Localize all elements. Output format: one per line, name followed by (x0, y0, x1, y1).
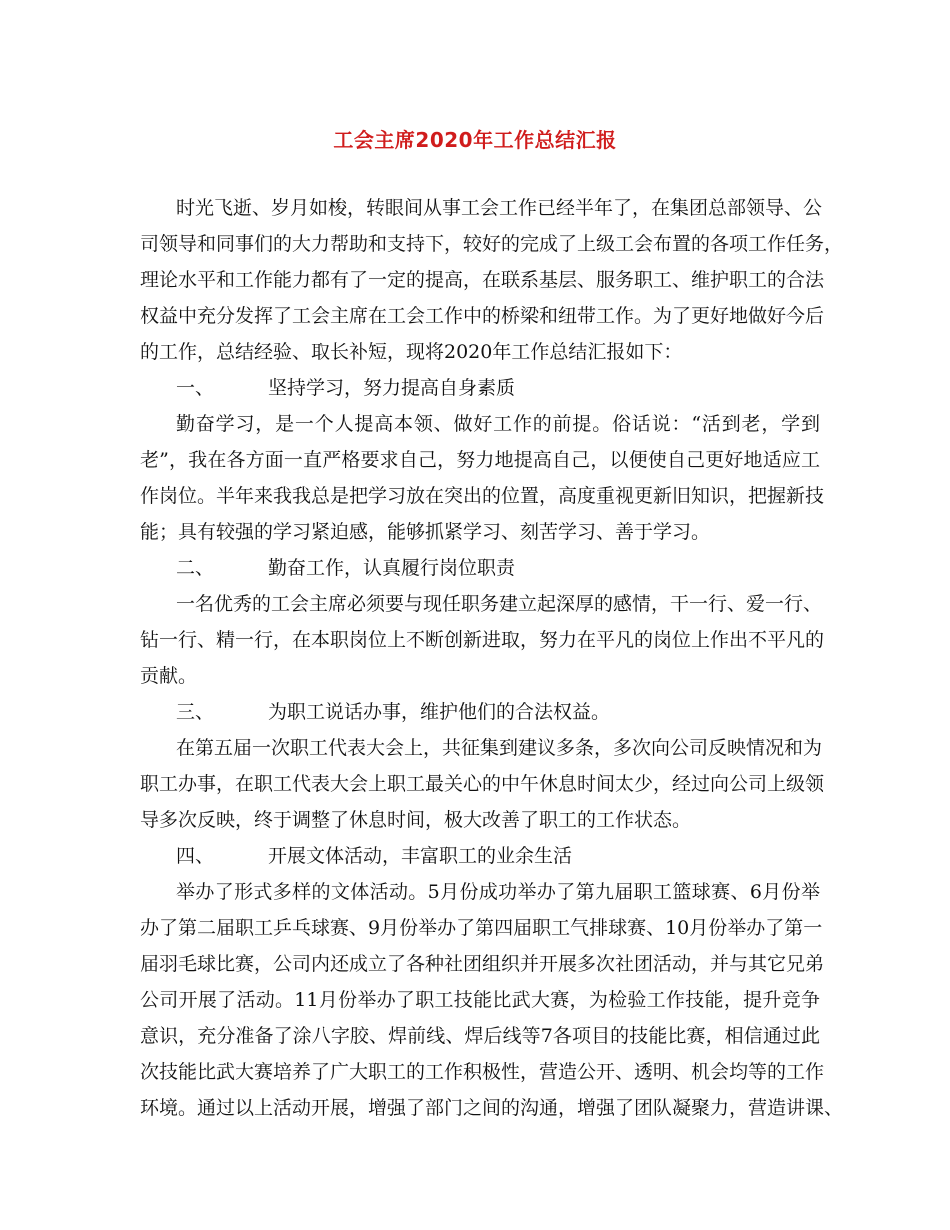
section-number: 一、 (176, 377, 215, 399)
text-line: 一名优秀的工会主席必须要与现任职务建立起深厚的感情，干一行、爱一行、 (176, 593, 823, 615)
text-line: 时光飞逝、岁月如梭，转眼间从事工会工作已经半年了，在集团总部领导、公 (176, 197, 823, 219)
section-number: 四、 (176, 845, 215, 867)
text-line: 作岗位。半年来我我总是把学习放在突出的位置，高度重视更新旧知识，把握新技 (140, 485, 825, 507)
text-line: 的工作，总结经验、取长补短，现将2020年工作总结汇报如下： (140, 341, 683, 363)
text-line: 导多次反映，终于调整了休息时间，极大改善了职工的工作状态。 (140, 809, 692, 831)
section-number: 二、 (176, 557, 215, 579)
text-line: 能；具有较强的学习紧迫感，能够抓紧学习、刻苦学习、善于学习。 (140, 521, 711, 543)
text-line: 办了第二届职工乒乓球赛、9月份举办了第四届职工气排球赛、10月份举办了第一 (140, 917, 823, 939)
section-number: 三、 (176, 701, 215, 723)
text-line: 次技能比武大赛培养了广大职工的工作积极性，营造公开、透明、机会均等的工作 (140, 1061, 825, 1083)
text-line: 公司开展了活动。11月份举办了职工技能比武大赛，为检验工作技能，提升竞争 (140, 989, 820, 1011)
text-line: 老”，我在各方面一直严格要求自己，努力地提高自己，以便使自己更好地适应工 (140, 449, 820, 471)
text-line: 举办了形式多样的文体活动。5月份成功举办了第九届职工篮球赛、6月份举 (176, 881, 820, 903)
text-line: 勤奋学习，是一个人提高本领、做好工作的前提。俗话说：“活到老，学到 (176, 413, 820, 435)
text-line: 职工办事，在职工代表大会上职工最关心的中午休息时间太少，经过向公司上级领 (140, 773, 825, 795)
section-heading-3 (176, 700, 610, 724)
section-title: 勤奋工作，认真履行岗位职责 (268, 557, 516, 579)
section-title: 为职工说话办事，维护他们的合法权益。 (268, 701, 611, 723)
text-line: 钻一行、精一行，在本职岗位上不断创新进取，努力在平凡的岗位上作出不平凡的 (140, 629, 825, 651)
text-line: 意识，充分准备了涂八字胶、焊前线、焊后线等7各项目的技能比赛，相信通过此 (140, 1025, 820, 1047)
section-heading-2 (176, 556, 515, 580)
section-title: 坚持学习，努力提高自身素质 (268, 377, 516, 399)
text-line: 贡献。 (140, 665, 198, 687)
text-line: 届羽毛球比赛，公司内还成立了各种社团组织并开展多次社团活动，并与其它兄弟 (140, 953, 825, 975)
text-line: 在第五届一次职工代表大会上，共征集到建议多条，多次向公司反映情况和为 (176, 737, 823, 759)
section-heading-1 (176, 376, 515, 400)
text-line: 理论水平和工作能力都有了一定的提高，在联系基层、服务职工、维护职工的合法 (140, 269, 825, 291)
text-line: 环境。通过以上活动开展，增强了部门之间的沟通，增强了团队凝聚力，营造讲课、 (140, 1097, 844, 1119)
text-line: 权益中充分发挥了工会主席在工会工作中的桥梁和纽带工作。为了更好地做好今后 (140, 305, 825, 327)
text-line: 司领导和同事们的大力帮助和支持下，较好的完成了上级工会布置的各项工作任务， (140, 233, 844, 255)
section-title: 开展文体活动，丰富职工的业余生活 (268, 845, 573, 867)
document-title: 工会主席2020年工作总结汇报 (333, 128, 617, 152)
section-heading-4 (176, 844, 572, 868)
